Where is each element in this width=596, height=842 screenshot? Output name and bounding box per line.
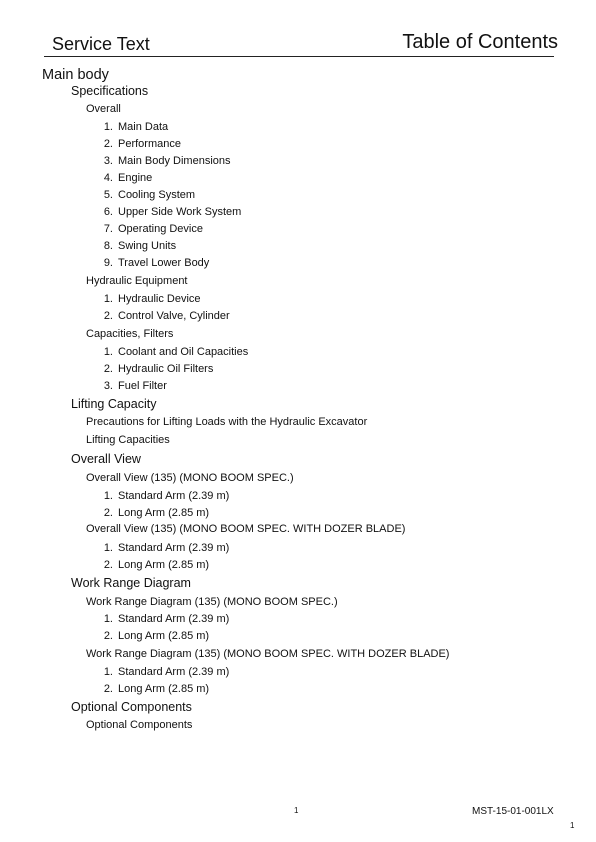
toc-entry-text: Standard Arm (2.39 m) [118,666,230,678]
toc-entry-text: Overall View (135) (MONO BOOM SPEC.) [86,472,294,484]
toc-entry-text: Hydraulic Device [118,293,201,305]
toc-item [96,138,181,150]
toc-item-number: 8. [103,240,113,252]
toc-section [71,84,148,98]
toc-item-number: 4. [103,172,113,184]
toc-entry-text: Standard Arm (2.39 m) [118,542,230,554]
corner-page-number: 1 [570,821,575,830]
toc-entry-text: Operating Device [118,223,203,235]
toc-entry-text: Long Arm (2.85 m) [118,683,210,695]
toc-entry-text: Main Body Dimensions [118,155,231,167]
toc-entry-text: Standard Arm (2.39 m) [118,613,230,625]
toc-item [96,223,203,235]
toc-item [96,346,248,358]
toc-item [96,666,229,678]
toc-subsection [86,328,173,340]
toc-item [96,240,176,252]
toc-item-number: 6. [103,206,113,218]
toc-entry-text: Lifting Capacities [86,434,170,446]
toc-entry-text: Main body [42,67,109,83]
toc-entry-text: Swing Units [118,240,177,252]
toc-item-number: 1. [103,613,113,625]
toc-entry-text: Specifications [71,84,149,98]
toc-item-number: 9. [103,257,113,269]
toc-item-number: 2. [103,683,113,695]
toc-entry-text: Work Range Diagram [71,576,191,590]
toc-entry-text: Coolant and Oil Capacities [118,346,249,358]
toc-subsection [86,523,405,535]
toc-item-number: 2. [103,363,113,375]
toc-entry-text: Overall View (135) (MONO BOOM SPEC. WITH DOZER BLADE) [86,523,406,535]
toc-item [96,293,201,305]
toc-item [96,363,213,375]
toc-item [96,542,229,554]
toc-entry-text: Travel Lower Body [118,257,210,269]
toc-item [96,380,167,392]
toc-subsection [86,416,367,428]
toc-item-number: 1. [103,490,113,502]
toc-item [96,683,209,695]
toc-entry-text: Work Range Diagram (135) (MONO BOOM SPEC. WITH DOZER BLADE) [86,648,450,660]
toc-subsection [86,472,294,484]
toc-entry-text: Long Arm (2.85 m) [118,559,210,571]
toc-item [96,310,230,322]
toc-item-number: 1. [103,666,113,678]
footer-page-number: 1 [294,806,299,815]
toc-entry-text: Optional Components [86,719,193,731]
toc-item [96,559,209,571]
toc-subsection [86,434,170,446]
footer-document-code: MST-15-01-001LX [472,806,554,817]
toc-item-number: 2. [103,559,113,571]
toc-item [96,155,231,167]
toc-heading [42,67,109,83]
toc-entry-text: Precautions for Lifting Loads with the Hydraulic Excavator [86,416,368,428]
toc-subsection [86,648,449,660]
toc-entry-text: Main Data [118,121,169,133]
toc-entry-text: Fuel Filter [118,380,167,392]
toc-item-number: 1. [103,346,113,358]
toc-section [71,452,141,466]
toc-item [96,206,241,218]
toc-item-number: 1. [103,542,113,554]
toc-item-number: 3. [103,155,113,167]
toc-item-number: 5. [103,189,113,201]
toc-item [96,630,209,642]
toc-item [96,189,195,201]
toc-entry-text: Performance [118,138,181,150]
toc-entry-text: Overall View [71,452,141,466]
toc-item-number: 3. [103,380,113,392]
toc-entry-text: Optional Components [71,700,192,714]
toc-entry-text: Engine [118,172,153,184]
toc-item [96,257,209,269]
toc-item-number: 2. [103,507,113,519]
toc-entry-text: Hydraulic Equipment [86,275,188,287]
header-divider [44,56,554,57]
toc-item-number: 2. [103,138,113,150]
toc-item [96,507,209,519]
toc-section [71,700,192,714]
toc-item [96,613,229,625]
toc-entry-text: Long Arm (2.85 m) [118,507,210,519]
toc-entry-text: Standard Arm (2.39 m) [118,490,230,502]
header-table-of-contents: Table of Contents [402,31,558,53]
toc-item [96,490,229,502]
toc-subsection [86,596,338,608]
toc-item [96,121,168,133]
toc-section [71,576,191,590]
toc-item-number: 1. [103,293,113,305]
toc-subsection [86,719,192,731]
toc-entry-text: Long Arm (2.85 m) [118,630,210,642]
header-service-text: Service Text [52,34,150,54]
toc-entry-text: Lifting Capacity [71,397,157,411]
toc-item-number: 7. [103,223,113,235]
toc-item-number: 2. [103,310,113,322]
toc-entry-text: Hydraulic Oil Filters [118,363,214,375]
toc-entry-text: Cooling System [118,189,196,201]
toc-entry-text: Work Range Diagram (135) (MONO BOOM SPEC.) [86,596,338,608]
toc-subsection [86,275,188,287]
toc-subsection [86,103,121,115]
toc-item-number: 2. [103,630,113,642]
toc-entry-text: Control Valve, Cylinder [118,310,230,322]
toc-item-number: 1. [103,121,113,133]
toc-section [71,397,156,411]
toc-entry-text: Capacities, Filters [86,328,174,340]
toc-entry-text: Upper Side Work System [118,206,242,218]
toc-entry-text: Overall [86,103,121,115]
toc-item [96,172,152,184]
